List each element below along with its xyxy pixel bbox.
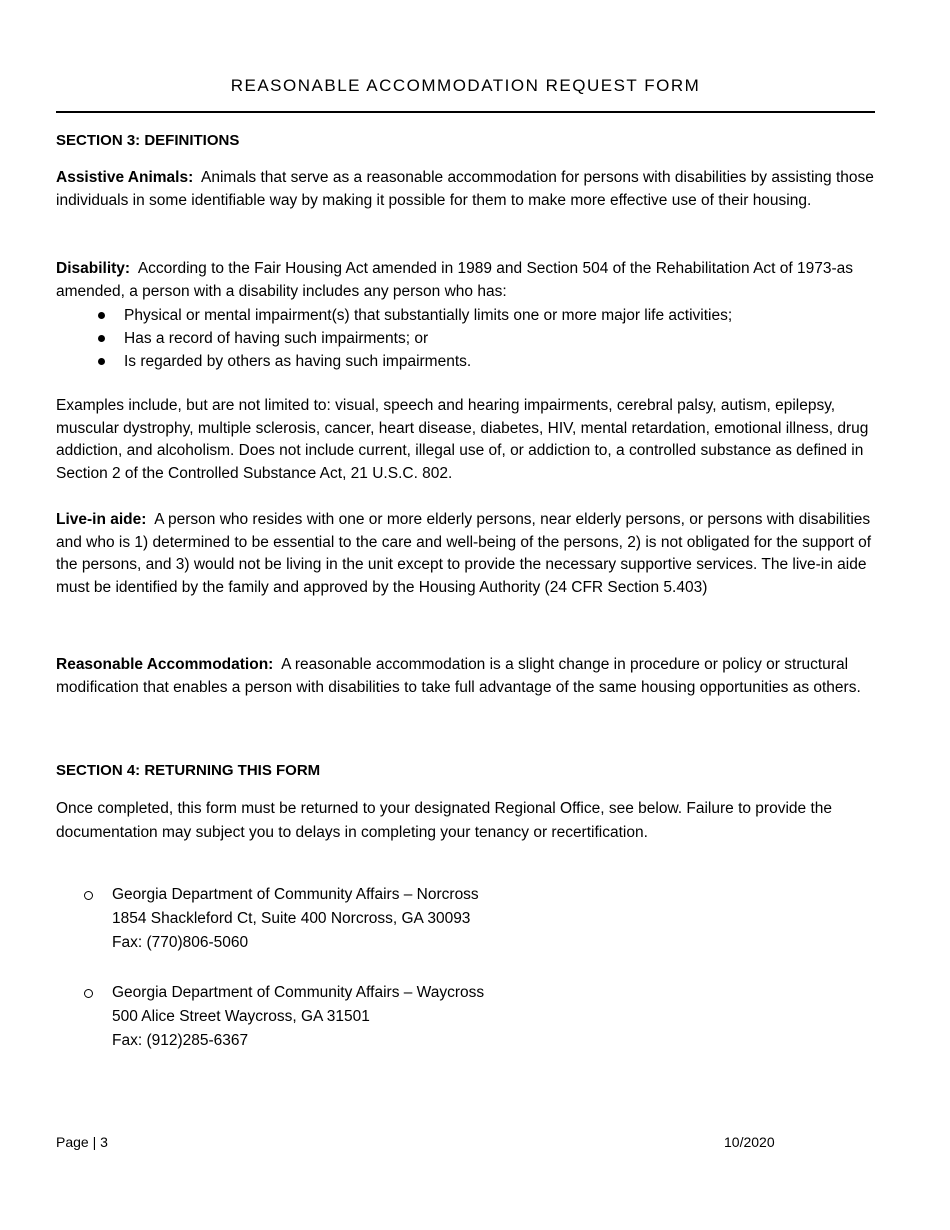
bullet-icon [98, 358, 105, 365]
definition-assistive-animals [56, 167, 886, 212]
list-item [56, 350, 732, 373]
term-live-in-aide: Live-in aide: [56, 511, 147, 528]
revision-date: 10/2020 [724, 1134, 775, 1150]
page-number: Page | 3 [56, 1134, 108, 1150]
bullet-circle-icon [84, 891, 93, 900]
title-divider [56, 111, 875, 113]
definition-text: Animals that serve as a reasonable accommodation for persons with disabilities by assisting those individuals in some identifiable way by making it possible for them to make more effective use of their housing. [56, 169, 874, 209]
bullet-icon [98, 335, 105, 342]
office-address: 500 Alice Street Waycross, GA 31501 [112, 1008, 370, 1025]
definition-reasonable-accommodation [56, 654, 886, 699]
list-item [56, 304, 732, 327]
section-4-heading: SECTION 4: RETURNING THIS FORM [56, 762, 321, 779]
list-item [56, 327, 732, 350]
term-assistive-animals: Assistive Animals: [56, 169, 194, 186]
bullet-circle-icon [84, 989, 93, 998]
definition-live-in-aide [56, 509, 886, 599]
term-disability: Disability: [56, 260, 131, 277]
definition-text: A reasonable accommodation is a slight change in procedure or policy or structural modification that enables a person with disabilities to take full advantage of the same housing opportunities as others. [56, 656, 861, 696]
section-3-heading: SECTION 3: DEFINITIONS [56, 132, 240, 149]
list-item-text: Is regarded by others as having such impairments. [124, 353, 472, 370]
definition-text: According to the Fair Housing Act amended in 1989 and Section 504 of the Rehabilitation Act of 1973-as amended, a person with a disability includes any person who has: [56, 260, 854, 300]
bullet-icon [98, 312, 105, 319]
document-title: REASONABLE ACCOMMODATION REQUEST FORM [230, 76, 701, 95]
disability-criteria-list [56, 304, 732, 373]
term-reasonable-accommodation: Reasonable Accommodation: [56, 656, 274, 673]
office-fax: Fax: (912)285-6367 [112, 1032, 249, 1049]
list-item-text: Has a record of having such impairments; or [124, 330, 429, 347]
office-name: Georgia Department of Community Affairs – Norcross [112, 886, 479, 903]
disability-examples: Examples include, but are not limited to: visual, speech and hearing impairments, cerebral palsy, autism, epilepsy, muscular dystrophy, multiple sclerosis, cancer, heart disease, diabetes, HIV, mental retardation, emotional illness, drug addiction, and alcoholism. Does not include current, illegal use of, or addiction to, a controlled substance as defined in Section 2 of the Controlled Substance Act, 21 U.S.C. 802. [56, 397, 869, 482]
list-item-text: Physical or mental impairment(s) that substantially limits one or more major life activities; [124, 307, 733, 324]
office-name: Georgia Department of Community Affairs – Waycross [112, 984, 485, 1001]
definition-text: A person who resides with one or more elderly persons, near elderly persons, or persons with disabilities and who is 1) determined to be essential to the care and well-being of the persons, 2) is not obligated for the support of the persons, and 3) would not be living in the unit except to provide the necessary supportive services. The live-in aide must be identified by the family and approved by the Housing Authority (24 CFR Section 5.403) [56, 511, 872, 596]
office-address: 1854 Shackleford Ct, Suite 400 Norcross, GA 30093 [112, 910, 471, 927]
return-instructions: Once completed, this form must be returned to your designated Regional Office, see below. Failure to provide the documentation may subject you to delays in completing your tenancy or recertification. [56, 800, 832, 841]
office-fax: Fax: (770)806-5060 [112, 934, 249, 951]
definition-disability [56, 258, 886, 303]
